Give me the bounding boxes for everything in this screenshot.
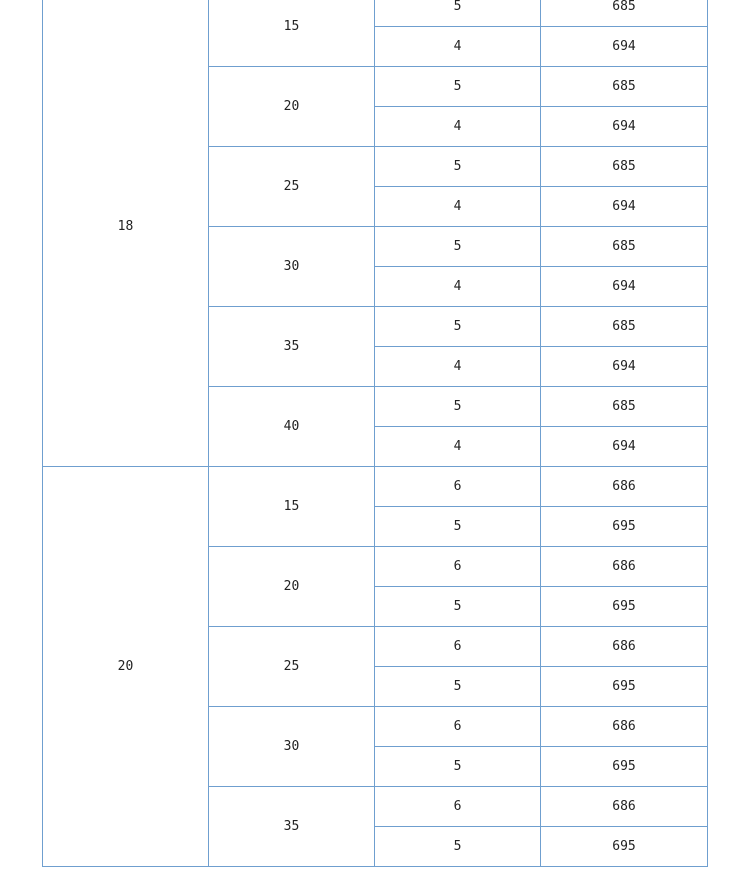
subgroup-cell: 25 — [209, 147, 375, 227]
table-row — [43, 0, 708, 27]
value-cell: 6 — [375, 707, 541, 747]
value-cell: 5 — [375, 747, 541, 787]
value-cell: 694 — [541, 267, 708, 307]
value-cell: 694 — [541, 107, 708, 147]
value-cell: 686 — [541, 787, 708, 827]
value-cell: 5 — [375, 507, 541, 547]
value-cell: 4 — [375, 107, 541, 147]
value-cell: 5 — [375, 307, 541, 347]
value-cell: 6 — [375, 467, 541, 507]
value-cell: 4 — [375, 347, 541, 387]
value-cell: 5 — [375, 67, 541, 107]
value-cell: 6 — [375, 547, 541, 587]
value-cell: 686 — [541, 707, 708, 747]
subgroup-cell: 20 — [209, 547, 375, 627]
value-cell: 695 — [541, 587, 708, 627]
value-cell: 694 — [541, 347, 708, 387]
value-cell: 694 — [541, 27, 708, 67]
value-cell: 5 — [375, 387, 541, 427]
value-cell: 685 — [541, 387, 708, 427]
value-cell: 685 — [541, 0, 708, 27]
group-cell: 18 — [43, 0, 209, 467]
data-table — [42, 0, 708, 867]
value-cell: 685 — [541, 307, 708, 347]
subgroup-cell: 25 — [209, 627, 375, 707]
value-cell: 694 — [541, 427, 708, 467]
value-cell: 5 — [375, 827, 541, 867]
value-cell: 695 — [541, 827, 708, 867]
value-cell: 686 — [541, 467, 708, 507]
value-cell: 686 — [541, 627, 708, 667]
subgroup-cell: 35 — [209, 307, 375, 387]
value-cell: 5 — [375, 667, 541, 707]
value-cell: 695 — [541, 667, 708, 707]
subgroup-cell: 15 — [209, 467, 375, 547]
value-cell: 4 — [375, 427, 541, 467]
value-cell: 695 — [541, 507, 708, 547]
table-row — [43, 467, 708, 507]
value-cell: 686 — [541, 547, 708, 587]
value-cell: 5 — [375, 227, 541, 267]
value-cell: 4 — [375, 187, 541, 227]
value-cell: 4 — [375, 27, 541, 67]
value-cell: 685 — [541, 147, 708, 187]
value-cell: 685 — [541, 67, 708, 107]
value-cell: 5 — [375, 0, 541, 27]
subgroup-cell: 30 — [209, 707, 375, 787]
subgroup-cell: 30 — [209, 227, 375, 307]
value-cell: 695 — [541, 747, 708, 787]
subgroup-cell: 15 — [209, 0, 375, 67]
table-wrapper — [42, 0, 708, 867]
value-cell: 5 — [375, 147, 541, 187]
subgroup-cell: 35 — [209, 787, 375, 867]
value-cell: 694 — [541, 187, 708, 227]
value-cell: 6 — [375, 787, 541, 827]
subgroup-cell: 40 — [209, 387, 375, 467]
value-cell: 6 — [375, 627, 541, 667]
value-cell: 5 — [375, 587, 541, 627]
value-cell: 685 — [541, 227, 708, 267]
group-cell: 20 — [43, 467, 209, 867]
subgroup-cell: 20 — [209, 67, 375, 147]
value-cell: 4 — [375, 267, 541, 307]
